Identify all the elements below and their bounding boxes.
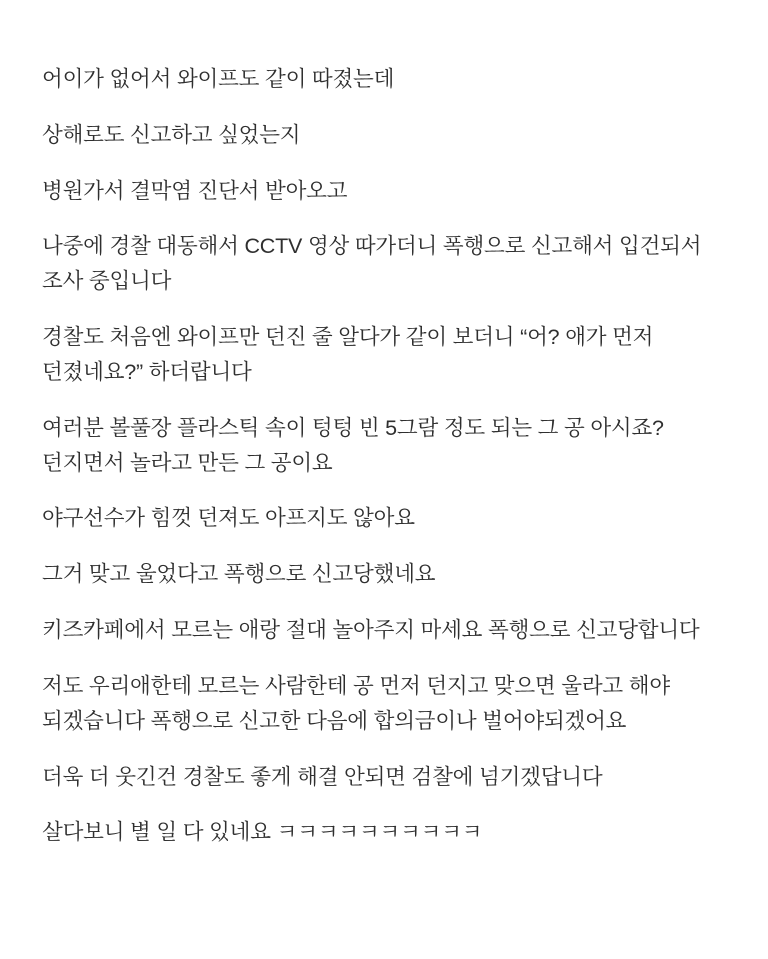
paragraph: 어이가 없어서 와이프도 같이 따졌는데 — [42, 67, 395, 91]
paragraph: 더욱 더 웃긴건 경찰도 좋게 해결 안되면 검찰에 넘기겠답니다 — [42, 764, 603, 789]
paragraph: 야구선수가 힘껏 던져도 아프지도 않아요 — [42, 506, 415, 531]
paragraph: 키즈카페에서 모르는 애랑 절대 놀아주지 마세요 폭행으로 신고당합니다 — [42, 618, 700, 643]
paragraph: 상해로도 신고하고 싶었는지 — [42, 122, 301, 147]
paragraph: 저도 우리애한테 모르는 사람한테 공 먼저 던지고 맞으면 울라고 해야 되겠습니다 폭행으로 신고한 다음에 합의금이나 벌어야되겠어요 — [42, 673, 676, 733]
paragraph: 여러분 볼풀장 플라스틱 속이 텅텅 빈 5그람 정도 되는 그 공 아시죠? 던지면서 놀라고 만든 그 공이요 — [42, 415, 670, 475]
paragraph: 경찰도 처음엔 와이프만 던진 줄 알다가 같이 보더니 “어? 애가 먼저 던졌네요?” 하더랍니다 — [42, 325, 660, 384]
paragraph: 살다보니 별 일 다 있네요 ㅋㅋㅋㅋㅋㅋㅋㅋㅋㅋ — [42, 820, 483, 845]
paragraph: 병원가서 결막염 진단서 받아오고 — [42, 178, 348, 203]
paragraph: 그거 맞고 울었다고 폭행으로 신고당했네요 — [42, 562, 436, 587]
paragraph: 나중에 경찰 대동해서 CCTV 영상 따가더니 폭행으로 신고해서 입건되서 조사 중입니다 — [42, 234, 708, 294]
